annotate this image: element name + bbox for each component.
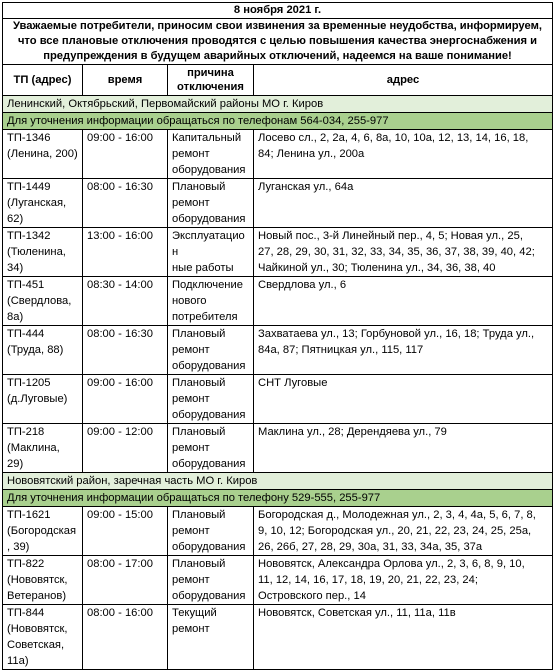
time-cell: 08:00 - 17:00 — [83, 556, 168, 605]
column-header-time: время — [83, 65, 168, 96]
address-cell: Свердлова ул., 6 — [254, 277, 553, 326]
address-cell: Луганская ул., 64а — [254, 179, 553, 228]
reason-cell: Плановый ремонт оборудования — [168, 424, 254, 473]
reason-cell: Плановый ремонт оборудования — [168, 326, 254, 375]
column-header-reason: причина отключения — [168, 65, 254, 96]
address-cell: Богородская д., Молодежная ул., 2, 3, 4, 4а, 5, 6, 7, 8, 9, 10, 12; Богородская ул., 20, 21, 22, 23, 24, 25, 25а, 26, 26б, 27, 28, 29, 30а, 31, 33, 34а, 35, 37а — [254, 507, 553, 556]
address-cell: Нововятск, Советская ул., 11, 11а, 11в — [254, 605, 553, 670]
table-row — [3, 605, 553, 670]
outage-sheet — [2, 2, 552, 670]
column-header-tp: ТП (адрес) — [3, 65, 83, 96]
reason-cell: Плановый ремонт оборудования — [168, 375, 254, 424]
time-cell: 13:00 - 16:00 — [83, 228, 168, 277]
time-cell: 08:00 - 16:30 — [83, 326, 168, 375]
table-row — [3, 179, 553, 228]
tp-cell: ТП-1342 (Тюленина, 34) — [3, 228, 83, 277]
table-row — [3, 424, 553, 473]
page-date: 8 ноября 2021 г. — [3, 3, 553, 19]
table-row — [3, 326, 553, 375]
tp-cell: ТП-444 (Труда, 88) — [3, 326, 83, 375]
phone-info: Для уточнения информации обращаться по телефону 529-555, 255-977 — [3, 490, 553, 507]
tp-cell: ТП-218 (Маклина, 29) — [3, 424, 83, 473]
reason-cell: Подключение нового потребителя — [168, 277, 254, 326]
table-row — [3, 130, 553, 179]
reason-cell: Плановый ремонт оборудования — [168, 179, 254, 228]
address-cell: Новый пос., 3-й Линейный пер., 4, 5; Новая ул., 25, 27, 28, 29, 30, 31, 32, 33, 34, 35, 36, 37, 38, 39, 40, 42; Чайкиной ул., 30; Тюленина ул., 34, 36, 38, 40 — [254, 228, 553, 277]
apology-notice: Уважаемые потребители, приносим свои извинения за временные неудобства, информируем, что все плановые отключения проводятся с целью повышения качества энергоснабжения и предупреждения в будущем аварийных отключений, надеемся на ваше понимание! — [3, 19, 553, 65]
outage-table — [2, 2, 553, 670]
time-cell: 09:00 - 16:00 — [83, 130, 168, 179]
district-label: Ленинский, Октябрьский, Первомайский районы МО г. Киров — [3, 96, 553, 113]
tp-cell: ТП-1621 (Богородская , 39) — [3, 507, 83, 556]
address-cell: Маклина ул., 28; Дерендяева ул., 79 — [254, 424, 553, 473]
tp-cell: ТП-844 (Нововятск, Советская, 11а) — [3, 605, 83, 670]
time-cell: 08:00 - 16:00 — [83, 605, 168, 670]
reason-cell: Капитальный ремонт оборудования — [168, 130, 254, 179]
table-row — [3, 375, 553, 424]
table-row — [3, 556, 553, 605]
phone-info: Для уточнения информации обращаться по телефонам 564-034, 255-977 — [3, 113, 553, 130]
reason-cell: Эксплуатацион ные работы — [168, 228, 254, 277]
time-cell: 09:00 - 15:00 — [83, 507, 168, 556]
reason-cell: Плановый ремонт оборудования — [168, 507, 254, 556]
district-label: Нововятский район, заречная часть МО г. Киров — [3, 473, 553, 490]
time-cell: 09:00 - 12:00 — [83, 424, 168, 473]
time-cell: 08:00 - 16:30 — [83, 179, 168, 228]
district-row — [3, 473, 553, 490]
district-row — [3, 96, 553, 113]
time-cell: 08:30 - 14:00 — [83, 277, 168, 326]
tp-cell: ТП-822 (Нововятск, Ветеранов) — [3, 556, 83, 605]
table-row — [3, 507, 553, 556]
phone-row — [3, 113, 553, 130]
address-cell: Нововятск, Александра Орлова ул., 2, 3, 6, 8, 9, 10, 11, 12, 14, 16, 17, 18, 19, 20, 21, 22, 23, 24; Островского пер., 14 — [254, 556, 553, 605]
address-cell: Лосево сл., 2, 2а, 4, 6, 8а, 10, 10а, 12, 13, 14, 16, 18, 84; Ленина ул., 200а — [254, 130, 553, 179]
tp-cell: ТП-1205 (д.Луговые) — [3, 375, 83, 424]
phone-row — [3, 490, 553, 507]
tp-cell: ТП-1346 (Ленина, 200) — [3, 130, 83, 179]
column-header-address: адрес — [254, 65, 553, 96]
reason-cell: Плановый ремонт оборудования — [168, 556, 254, 605]
table-row — [3, 228, 553, 277]
table-row — [3, 277, 553, 326]
address-cell: Захватаева ул., 13; Горбуновой ул., 16, 18; Труда ул., 84а, 87; Пятницкая ул., 115, 117 — [254, 326, 553, 375]
tp-cell: ТП-451 (Свердлова, 8а) — [3, 277, 83, 326]
time-cell: 09:00 - 16:00 — [83, 375, 168, 424]
tp-cell: ТП-1449 (Луганская, 62) — [3, 179, 83, 228]
reason-cell: Текущий ремонт — [168, 605, 254, 670]
address-cell: СНТ Луговые — [254, 375, 553, 424]
